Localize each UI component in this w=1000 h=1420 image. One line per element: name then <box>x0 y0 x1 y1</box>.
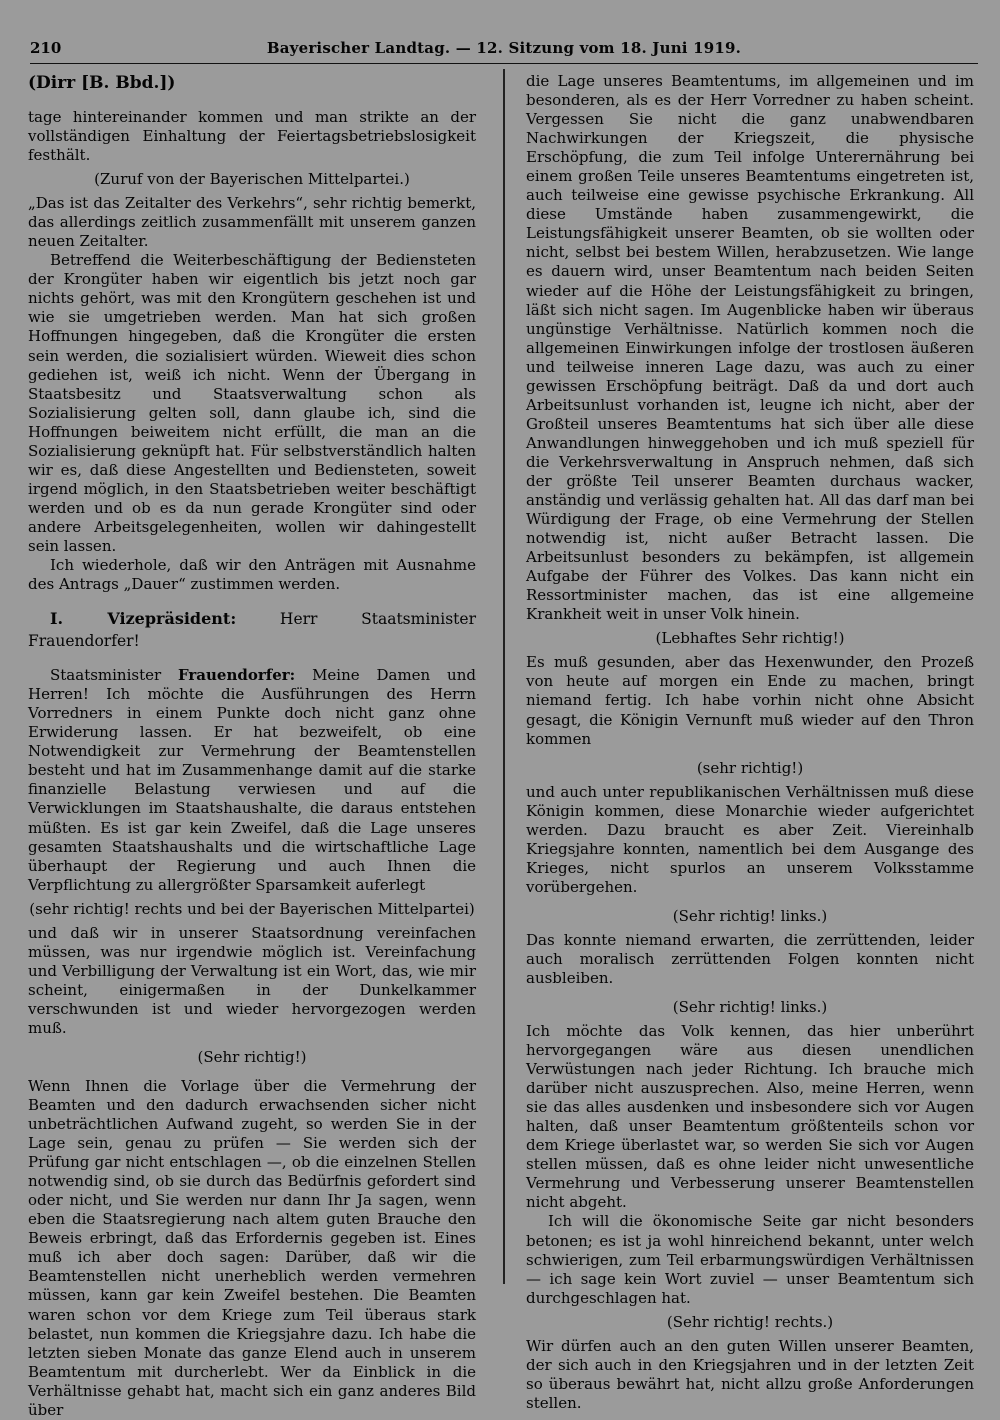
paragraph: Ich will die ökonomische Seite gar nicht besonders betonen; es ist ja wohl hinreichend bekannt, unter welch schwierigen, zum Teil erbarmungswürdigen Verhältnissen — ich sage kein Wort zuviel — unser Beamtentum sich durchgeschlagen hat. <box>526 1212 974 1307</box>
paragraph: und auch unter republikanischen Verhältnissen muß diese Königin kommen, diese Monarchie wieder aufgerichtet werden. Dazu braucht es aber Zeit. Viereinhalb Kriegsjahre konnten, namentlich bei dem Ausgange des Krieges, nicht spurlos an unserem Volksstamme vorübergehen. <box>526 782 974 896</box>
interjection: (Lebhaftes Sehr richtig!) <box>655 629 845 648</box>
paragraph: Es muß gesunden, aber das Hexenwunder, den Prozeß von heute auf morgen ein Ende zu machen, bringt niemand fertig. Ich habe vorhin nicht ohne Absicht gesagt, die Königin Vernunft muß wieder auf den Thron kommen <box>526 653 974 748</box>
minister-title: Staatsminister <box>50 666 162 685</box>
speaker-continuation: (Dirr [B. Bbd.]) <box>28 73 176 93</box>
interjection: (Zuruf von der Bayerischen Mittelpartei.) <box>94 170 410 189</box>
vice-president-label: I. Vizepräsident: <box>50 609 237 629</box>
paragraph: und daß wir in unserer Staatsordnung vereinfachen müssen, was nur irgendwie möglich ist. Vereinfachung und Verbilligung der Verwaltung ist ein Wort, das, wie mir scheint, einigermaßen in der Dunkelkammer verschwunden ist und wieder hervorgezogen werden muß. <box>28 923 476 1037</box>
interjection: (Sehr richtig!) <box>197 1047 307 1066</box>
paragraph: Ich möchte das Volk kennen, das hier unberührt hervorgegangen wäre aus diesen unendlichen Verwüstungen nach jeder Richtung. Ich brauche mich darüber nicht auszusprechen. Also, meine Herren, wenn sie das alles ausdenken und insbesondere sich vor Augen halten, daß unser Beamtentum größtenteils schon vor dem Kriege überlastet war, so werden Sie sich vor Augen stellen müssen, daß es ohne leider nicht unwesentliche Vermehrung und Verbesserung unserer Beamtenstellen nicht abgeht. <box>526 1022 974 1212</box>
paragraph: Ich wiederhole, daß wir den Anträgen mit Ausnahme des Antrags „Dauer“ zustimmen werden. <box>28 556 476 594</box>
paragraph: die Lage unseres Beamtentums, im allgemeinen und im besonderen, als es der Herr Vorredner zu haben scheint. Vergessen Sie nicht die ganz unabwendbaren Nachwirkungen der Kriegszeit, die physische Erschöpfung, die zum Teil infolge Unterernährung bei einem großen Teile unseres Beamtentums eingetreten ist, auch teilweise eine gewisse psychische Erkrankung. All diese Umstände haben zusammengewirkt, die Leistungsfähigkeit unserer Beamten, ob sie wollten oder nicht, selbst bei bestem Willen, herabzusetzen. Wie lange es dauern wird, unser Beamtentum nach beiden Seiten wieder auf die Höhe der Leistungsfähigkeit zu bringen, läßt sich nicht sagen. Im Augenblicke haben wir überaus ungünstige Verhältnisse. Natürlich kommen noch die allgemeinen Einwirkungen infolge der trostlosen äußeren und teilweise inneren Lage dazu, was auch zu einer gewissen Erschöpfung beiträgt. Daß da und dort auch Arbeitsunlust vorhanden ist, leugne ich nicht, aber der Großteil unseres Beamtentums hat sich über alle diese Anwandlungen hinweggehoben und ich muß speziell für die Verkehrsverwaltung in Anspruch nehmen, daß sich der größte Teil unserer Beamten durchaus wacker, anständig und verlässig gehalten hat. All das darf man bei Würdigung der Frage, ob eine Vermehrung der Stellen notwendig ist, nicht außer Betracht lassen. Die Arbeitsunlust besonders zu bekämpfen, ist allgemein Aufgabe der Führer des Volkes. Das kann nicht ein Ressortminister machen, das ist eine allgemeine Krankheit weit in unser Volk hinein. <box>526 72 974 624</box>
running-title: Bayerischer Landtag. — 12. Sitzung vom 18. Juni 1919. <box>266 39 742 57</box>
page-number: 210 <box>30 39 62 57</box>
interjection: (sehr richtig! rechts und bei der Bayerischen Mittelpartei) <box>29 899 475 918</box>
paragraph: Betreffend die Weiterbeschäftigung der Bediensteten der Krongüter haben wir eigentlich bis jetzt noch gar nichts gehört, was mit den Krongütern geschehen ist und wie sie umgetrieben werden. Man hat sich großen Hoffnungen hingegeben, daß die Krongüter die ersten sein werden, die sozialisiert würden. Wieweit dies schon gediehen ist, weiß ich nicht. Wenn der Übergang in Staatsbesitz und Staatsverwaltung schon als Sozialisierung gelten soll, dann glaube ich, sind die Hoffnungen beiweitem nicht erfüllt, die man an die Sozialisierung geknüpft hat. Für selbstverständlich halten wir es, daß diese Angestellten und Bediensteten, soweit irgend möglich, in den Staatsbetrieben weiter beschäftigt werden und ob es da nun gerade Krongüter sind oder andere Arbeitsgelegenheiten, wollen wir dahingestellt sein lassen. <box>28 251 476 555</box>
paragraph: Wenn Ihnen die Vorlage über die Vermehrung der Beamten und den dadurch erwachsenden sicher nicht unbeträchtlichen Aufwand zugeht, so werden Sie in der Lage sein, genau zu prüfen — Sie werden sich der Prüfung gar nicht entschlagen —, ob die einzelnen Stellen notwendig sind, ob sie durch das Bedürfnis gefordert sind oder nicht, und Sie werden nur dann Ihr Ja sagen, wenn eben die Staatsregierung nach altem guten Brauche den Beweis erbringt, daß das Erfordernis gegeben ist. Eines muß ich aber doch sagen: Darüber, daß wir die Beamtenstellen nicht unerheblich werden vermehren müssen, kann gar kein Zweifel bestehen. Die Beamten waren schon vor dem Kriege zum Teil überaus stark belastet, nun kommen die Kriegsjahre dazu. Ich habe die letzten sieben Monate das ganze Elend auch in unserem Beamtentum mit durcherlebt. Wer da Einblick in die Verhältnisse gehabt hat, macht sich ein ganz anderes Bild über <box>28 1076 476 1419</box>
vice-president-line <box>28 608 476 652</box>
paragraph: Meine Damen und Herren! Ich möchte die Ausführungen des Herrn Vorredners in einem Punkte doch nicht ganz ohne Erwiderung lassen. Er hat bezweifelt, ob eine Notwendigkeit zur Vermehrung der Beamtenstellen besteht und hat im Zusammenhange damit auf die starke finanzielle Belastung verwiesen und auf die Verwicklungen im Staatshaushalte, die daraus entstehen müßten. Es ist gar kein Zweifel, daß die Lage unseres gesamten Staatshaushalts und die wirtschaftliche Lage überhaupt der Regierung und auch Ihnen die Verpflichtung zu allergrößter Sparsamkeit auferlegt <box>28 666 476 894</box>
left-column <box>28 72 476 1420</box>
paragraph: Wir dürfen auch an den guten Willen unserer Beamten, der sich auch in den Kriegsjahren und in der letzten Zeit so überaus bewährt hat, nicht allzu große Anforderungen stellen. <box>526 1336 974 1412</box>
interjection: (Sehr richtig! links.) <box>672 998 828 1017</box>
right-column <box>526 72 974 1413</box>
interjection: (Sehr richtig! links.) <box>672 906 828 925</box>
paragraph: „Das ist das Zeitalter des Verkehrs“, sehr richtig bemerkt, das allerdings zeitlich zusammenfällt mit unserem ganzen neuen Zeitalter. <box>28 194 476 251</box>
paragraph: Das konnte niemand erwarten, die zerrüttenden, leider auch moralisch zerrüttenden Folgen konnten nicht ausbleiben. <box>526 930 974 987</box>
interjection: (Sehr richtig! rechts.) <box>666 1312 834 1331</box>
vice-president-call: Herr Staatsminister Frauendorfer! <box>28 610 476 651</box>
page-header <box>30 37 978 64</box>
paragraph: tage hintereinander kommen und man strikte an der vollständigen Einhaltung der Feiertagsbetriebslosigkeit festhält. <box>28 108 476 165</box>
interjection: (sehr richtig!) <box>696 758 804 777</box>
column-divider <box>503 69 505 1284</box>
minister-speech-start <box>28 666 476 895</box>
minister-name: Frauendorfer: <box>178 666 296 685</box>
